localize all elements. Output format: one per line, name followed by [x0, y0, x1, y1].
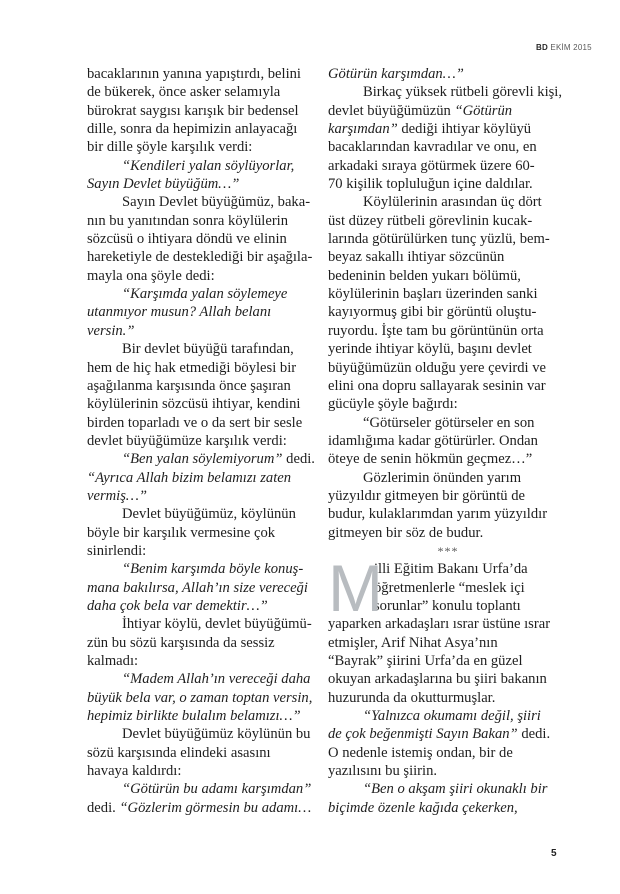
text-line: [328, 102, 568, 120]
issue-date: EKİM 2015: [550, 43, 592, 52]
text-line: [328, 652, 568, 670]
text-line: [87, 524, 319, 542]
quote-text: “Kendileri yalan söylüyorlar,: [122, 157, 295, 174]
text-line: [87, 212, 319, 230]
body-text: Bir devlet büyüğü tarafından,: [122, 341, 294, 358]
text-line: [328, 212, 568, 230]
body-text: yazılısını bu şiirin.: [328, 763, 438, 780]
body-text: okuyan arkadaşlarına bu şiiri bakanın: [328, 671, 547, 688]
body-text: zün bu sözü karşısında da sessiz: [87, 634, 275, 651]
text-line: [87, 248, 319, 266]
text-line: [87, 780, 319, 798]
body-text: bedeninin belden yukarı bölümü,: [328, 267, 521, 284]
text-line: [328, 285, 568, 303]
body-text: nın bu yanıtından sonra köylülerin: [87, 212, 289, 229]
text-line: [87, 267, 319, 285]
body-text: gitmeyen bir söz de budur.: [328, 524, 484, 541]
body-text: aşağılanma karşısında önce şaşıran: [87, 377, 291, 394]
text-line: [328, 707, 568, 725]
body-text: beyaz sakallı ihtiyar sözcünün: [328, 249, 505, 266]
line-tail: dedi.: [517, 726, 551, 743]
text-line: [87, 450, 319, 468]
page-number: 5: [551, 848, 557, 859]
body-text: hareketiyle de desteklediği bir aşağıla-: [87, 249, 313, 266]
text-line: [87, 230, 319, 248]
text-line: [328, 340, 568, 358]
body-text: bir dille şöyle karşılık verdi:: [87, 139, 253, 156]
body-text: yaparken arkadaşları ısrar üstüne ısrar: [328, 616, 551, 633]
body-text: bacaklarından kavradılar ve onu, en: [328, 139, 537, 156]
text-line: [328, 377, 568, 395]
body-text: dille, sonra da hepimizin anlayacağı: [87, 121, 298, 138]
body-text: yerinde ihtiyar köylü, başını devlet: [328, 341, 532, 358]
body-text: Sayın Devlet büyüğümüz, baka-: [122, 194, 311, 211]
text-line: [328, 65, 568, 83]
quote-text: “Karşımda yalan söylemeye: [122, 286, 288, 303]
text-line: [87, 725, 319, 743]
text-line: [328, 248, 568, 266]
right-column-top: [328, 65, 568, 542]
line-tail: dedi.: [282, 451, 315, 468]
text-line: [328, 359, 568, 377]
body-text: arkadaki sıraya götürmek üzere 60-: [328, 157, 535, 174]
text-line: [87, 799, 319, 817]
text-line: [328, 395, 568, 413]
text-line: [328, 138, 568, 156]
quote-text: Götürün karşımdan…”: [328, 66, 464, 82]
body-text: bacaklarının yanına yapıştırdı, belini: [87, 66, 301, 82]
text-line: [87, 157, 319, 175]
body-text: Gözlerimin önünden yarım: [363, 469, 522, 486]
text-line: [87, 652, 319, 670]
text-line: [328, 432, 568, 450]
quote-text: “Madem Allah’ın vereceği daha: [122, 671, 311, 688]
quote-text: de çok beğenmişti Sayın Bakan”: [328, 726, 518, 743]
body-text: hem de hiç hak etmediği böylesi bir: [87, 359, 297, 376]
quote-text: karşımdan”: [328, 121, 398, 138]
text-line: [328, 762, 568, 780]
body-text: etmişler, Arif Nihat Asya’nın: [328, 634, 498, 651]
text-line: [328, 83, 568, 101]
text-line: [328, 524, 568, 542]
quote-text: “Götürün bu adamı karşımdan”: [122, 781, 312, 798]
text-line: [328, 725, 568, 743]
text-line: [328, 634, 568, 652]
body-text: “Götürseler götürseler en son: [363, 414, 535, 431]
quote-text: vermiş…”: [87, 487, 147, 504]
text-line: [87, 120, 319, 138]
quote-text: “Ayrıca Allah bizim belamızı zaten: [87, 469, 292, 486]
text-line: [87, 285, 319, 303]
body-text: sözü karşısında elindeki asasını: [87, 744, 271, 761]
body-text: larında götürülürken tunç yüzlü, bem-: [328, 231, 550, 248]
body-text: de bükerek, önce asker selamıyla: [87, 84, 281, 101]
text-line: öğretmenlerle “meslek içi: [374, 579, 525, 596]
quote-text: “Ben o akşam şiiri okunaklı bir: [363, 781, 548, 798]
text-line: [87, 359, 319, 377]
quote-text: “Götürün: [454, 102, 513, 119]
quote-text: utanmıyor musun? Allah belanı: [87, 304, 272, 321]
body-text: sözcüsü o ihtiyara döndü ve elinin: [87, 231, 287, 248]
body-text: devlet büyüğümüze karşılık verdi:: [87, 432, 287, 449]
body-text: Köylülerinin arasından üç dört: [363, 194, 542, 211]
text-line: [328, 689, 568, 707]
text-line: [87, 322, 319, 340]
body-text: kayıyormuş gibi bir görüntü oluştu-: [328, 304, 537, 321]
quote-text: versin.”: [87, 322, 135, 339]
body-text: budur, kulaklarımdan yarım yüzyıldır: [328, 506, 548, 523]
body-text: böyle bir karşılık vermesine çok: [87, 524, 276, 541]
text-line: [87, 707, 319, 725]
text-line: [328, 469, 568, 487]
line-lead: dedi.: [87, 799, 120, 816]
text-line: [87, 670, 319, 688]
text-line: [87, 395, 319, 413]
text-line: [328, 670, 568, 688]
line-lead: devlet büyüğümüzün: [328, 102, 455, 119]
text-line: [328, 303, 568, 321]
text-line: [87, 542, 319, 560]
body-text: Birkaç yüksek rütbeli görevli kişi,: [363, 84, 563, 101]
body-text: köylülerinin başları üzerinden sanki: [328, 286, 538, 303]
text-line: [328, 175, 568, 193]
body-text: Devlet büyüğümüz köylünün bu: [122, 726, 311, 743]
quote-text: “Ben yalan söylemiyorum”: [122, 451, 283, 468]
text-line: [87, 615, 319, 633]
text-line: [328, 193, 568, 211]
text-line: [87, 689, 319, 707]
text-line: [87, 193, 319, 211]
text-line: [87, 340, 319, 358]
body-text: O nedenle istemiş ondan, bir de: [328, 744, 513, 761]
text-line: [87, 377, 319, 395]
running-header: [536, 43, 592, 52]
magazine-brand: BD: [536, 43, 548, 52]
quote-text: biçimde özenle kağıda çekerken,: [328, 799, 518, 816]
text-line: [87, 83, 319, 101]
body-text: kalmadı:: [87, 653, 139, 669]
body-text: üst düzey rütbeli görevlinin kucak-: [328, 212, 533, 229]
text-line: [328, 487, 568, 505]
dropcap-letter: M: [328, 551, 383, 626]
text-line: [328, 414, 568, 432]
quote-text: “Benim karşımda böyle konuş-: [122, 561, 304, 578]
quote-text: “Yalnızca okumamı değil, şiiri: [363, 708, 541, 725]
body-text: yüzyıldır gitmeyen bir görüntü de: [328, 487, 525, 504]
body-text: ruyordu. İşte tam bu görüntünün orta: [328, 322, 544, 339]
right-column: [328, 65, 568, 817]
text-line: [87, 634, 319, 652]
text-line: [328, 505, 568, 523]
text-line: [87, 579, 319, 597]
quote-text: mana bakılırsa, Allah’ın size vereceği: [87, 579, 308, 596]
text-line: illi Eğitim Bakanı Urfa’da: [374, 561, 528, 578]
text-line: [328, 120, 568, 138]
body-text: 70 kişilik topluluğun içine daldılar.: [328, 176, 533, 193]
text-line: [87, 762, 319, 780]
text-line: [328, 780, 568, 798]
text-line: [328, 450, 568, 468]
text-line: [328, 267, 568, 285]
text-line: [87, 597, 319, 615]
body-text: köylülerinin sözcüsü ihtiyar, kendini: [87, 396, 301, 413]
text-line: [328, 230, 568, 248]
text-line: [328, 157, 568, 175]
text-line: [87, 414, 319, 432]
text-line: [87, 432, 319, 450]
quote-text: büyük bela var, o zaman toptan versin,: [87, 689, 313, 706]
text-line: [87, 175, 319, 193]
text-line: sorunlar” konulu toplantı: [374, 597, 521, 614]
body-text: havaya kaldırdı:: [87, 763, 182, 780]
text-line: [328, 322, 568, 340]
line-tail: dediği ihtiyar köylüyü: [397, 121, 532, 138]
body-text: sinirlendi:: [87, 542, 147, 559]
body-text: bürokrat saygısı karışık bir bedensel: [87, 102, 299, 119]
text-line: [87, 102, 319, 120]
quote-text: daha çok bela var demektir…”: [87, 597, 268, 614]
right-column-bottom: [328, 615, 568, 817]
section-separator: ***: [437, 543, 459, 558]
quote-text: “Gözlerim görmesin bu adamı…: [119, 799, 312, 816]
body-text: gücüyle şöyle bağırdı:: [328, 396, 458, 413]
text-line: [328, 744, 568, 762]
text-line: [87, 138, 319, 156]
body-text: huzurunda da okutturmuşlar.: [328, 689, 496, 706]
body-text: idamlığıma kadar götürürler. Ondan: [328, 432, 538, 449]
body-text: öteye de senin hökmün geçmez…”: [328, 451, 533, 468]
body-text: elini ona dopru sallayarak sesinin var: [328, 377, 546, 394]
text-line: [87, 560, 319, 578]
body-text: Devlet büyüğümüz, köylünün: [122, 506, 296, 523]
body-text: mayla ona şöyle dedi:: [87, 267, 215, 284]
text-line: [87, 65, 319, 83]
text-line: [87, 487, 319, 505]
text-line: [87, 505, 319, 523]
left-column: [87, 65, 319, 817]
quote-text: hepimiz birlikte bulalım belamızı…”: [87, 708, 301, 725]
quote-text: Sayın Devlet büyüğüm…”: [87, 176, 240, 193]
text-line: [328, 799, 568, 817]
body-text: birden toparladı ve o da sert bir sesle: [87, 414, 303, 431]
body-text: büyüğümüzün olduğu yere çevirdi ve: [328, 359, 547, 376]
text-line: [87, 744, 319, 762]
body-text: “Bayrak” şiirini Urfa’da en güzel: [328, 653, 523, 669]
body-text: İhtiyar köylü, devlet büyüğümü-: [122, 616, 312, 633]
text-line: [87, 303, 319, 321]
text-line: [87, 469, 319, 487]
